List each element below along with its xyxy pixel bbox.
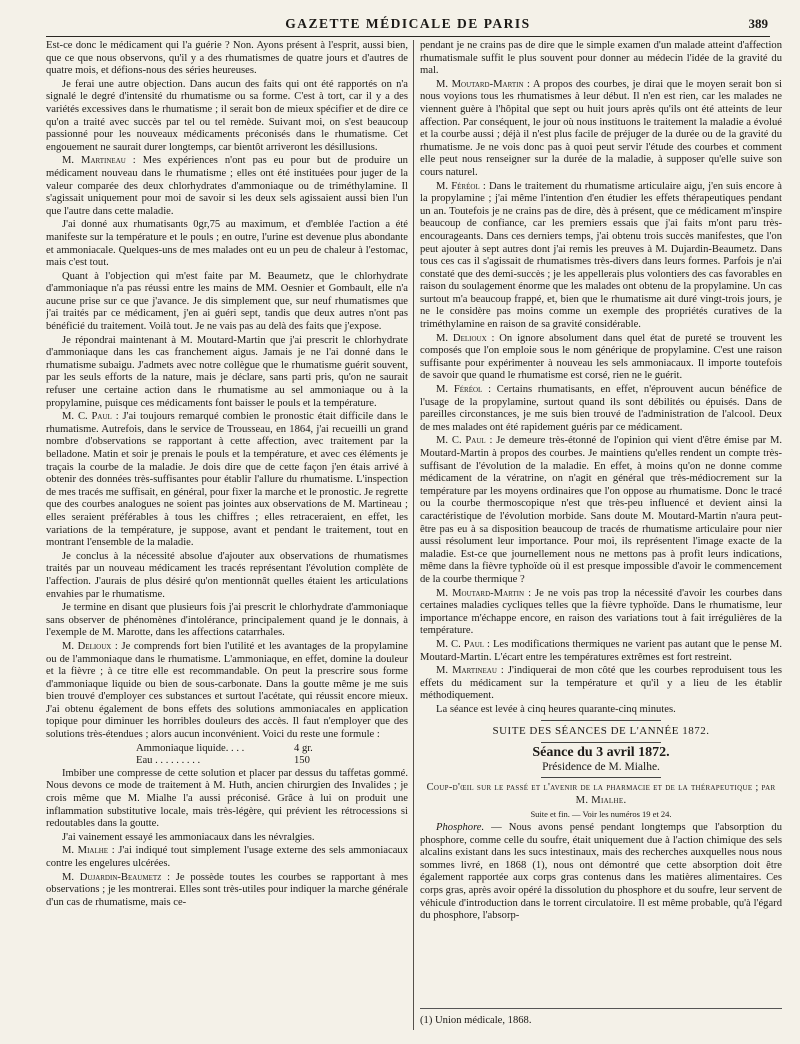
formula-line	[46, 743, 408, 756]
column-divider	[413, 40, 414, 1030]
paragraph: Est-ce donc le médicament qui l'a guérie ? Non. Ayons présent à l'esprit, aussi bien, que ce que nous observons, qu'il y a des rhumatismes de quatre jours et d'autres de quatre mois, et défions-nous des séries heureuses.	[46, 40, 408, 77]
paragraph	[420, 181, 782, 332]
paragraph: Je conclus à la nécessité absolue d'ajouter aux observations de rhumatismes traités par un nouveau médicament les tracés représentant l'évolution complète de l'affection. J'aurais de plus désiré qu'on mentionnât quelles étaient les articulations envahies par le rhumatisme.	[46, 550, 408, 600]
paragraph	[46, 411, 408, 550]
paragraph-text: — Nous avons pensé pendant longtemps que l'absorption du phosphore, comme celle du soufre, était uniquement due à l'action chimique des sels alcalins existant dans les sucs intestinaux, mais des recherches auxquelles nous nous sommes livré, en 1868 (1), nous ont démontré que cette absorption doit être également rapportée aux corps gras contenus dans les matières alimentaires. Ces corps gras, après avoir opéré la dissolution du phosphore et du soufre, leur servent de véhicule d'introduction dans le torrent circulatoire. Il est même probable, qu'à l'égard du phosphore, l'absorp-	[420, 822, 782, 922]
paragraph	[420, 384, 782, 434]
speaker-name: M. C. Paul	[62, 411, 112, 423]
paragraph: J'ai donné aux rhumatisants 0gr,75 au maximum, et d'emblée l'action a été manifeste sur la température et le pouls ; en outre, l'urine est devenue plus abondante et ammoniacale. Quelques-uns de mes malades ont eu un peu de chaleur à l'estomac, mais c'est tout.	[46, 219, 408, 269]
paragraph: Je répondrai maintenant à M. Moutard-Martin que j'ai prescrit le chlorhydrate d'ammoniaque dans les cas franchement aigus. Jamais je ne l'ai donné dans le rhumatisme subaigu. J'admets avec notre collègue que le rhumatisme guérit souvent, par les seuls efforts de la nature, mais je déclare, sans parti pris, qu'on ne saurait refuser une certaine action dans le rhumatisme au sel ammoniaque ou à la propylamine, puisque ces médicaments font baisser le pouls et la température.	[46, 334, 408, 409]
paragraph: J'ai vainement essayé les ammoniacaux dans les névralgies.	[62, 831, 315, 843]
paragraph	[420, 435, 782, 586]
speaker-name: M. C. Paul	[436, 638, 485, 650]
formula-quantity: 4 gr.	[294, 742, 313, 754]
paragraph: Quant à l'objection qui m'est faite par M. Beaumetz, que le chlorhydrate d'ammoniaque n'a pas réussi entre les mains de MM. Oesnier et Gombault, elle n'a aucune prise sur ce que j'avance. Je dis simplement que, sur neuf rhumatismes que j'ai traités par ce médicament, j'en ai guéri sept, tandis que deux autres n'ont pas bénéficié du traitement. Voilà tout. Je ne vais pas au delà des faits que j'expose.	[46, 270, 408, 333]
left-column	[46, 40, 408, 1036]
paragraph	[46, 872, 408, 910]
speech-text: : Mes expériences n'ont pas eu pour but de produire un médicament nouveau dans le rhumatisme ; elles ont été instituées pour juger de la valeur comparée des deux chlorhydrates d'ammoniaque ou de triméthylamine. Il s'agissait uniquement pour moi de savoir si les deux sels agissaient aussi bien l'un que l'autre dans cette maladie.	[46, 155, 408, 217]
paragraph: La séance est levée à cinq heures quarante-cinq minutes.	[436, 703, 676, 715]
formula-line	[46, 755, 408, 768]
paragraph	[46, 845, 408, 870]
speech-text: : Certains rhumatisants, en effet, n'éprouvent aucun bénéfice de l'usage de la propylamine, surtout quand ils sont débilités ou épuisés. Dans de pareilles circonstances, je me suis bien trouvé de l'administration de l'alcool. Deux de mes malades ont été rapidement guéris par ce médicament.	[420, 384, 782, 433]
article-continuation-note: Suite et fin. — Voir les numéros 19 et 24.	[530, 809, 672, 820]
speaker-name: M. Delioux	[436, 332, 487, 344]
separator-rule	[541, 777, 661, 778]
speaker-name: M. Féréol	[436, 384, 483, 396]
speaker-name: M. C. Paul	[436, 435, 486, 447]
formula-ingredient: Eau . . . . . . . . .	[136, 755, 201, 767]
footnote: (1) Union médicale, 1868.	[420, 1008, 782, 1026]
speech-text: : A propos des courbes, je dirai que le moyen serait bon si nous voyions tous les rhumatismes à leur début. Il n'en est rien, car les malades ne viennent guère à l'hôpital que sept ou huit jours après qu'ils ont été atteints de leur affection. Par conséquent, le jour où nous instituons le traitement la maladie a évolué et la courbe aussi ; déjà il n'est plus facile de préjuger de la durée ou de la gravité du rhumatisme. Je ne vois donc pas à quoi peut servir l'étude des courbes et comment elle peut nous renseigner sur la durée de la maladie, à supposer qu'elle suive son cours naturel.	[420, 78, 782, 178]
paragraph-label: Phosphore.	[436, 822, 485, 834]
right-column	[420, 40, 782, 1036]
speaker-name: M. Delioux	[62, 640, 112, 652]
page-header	[46, 14, 770, 37]
paragraph	[420, 79, 782, 180]
formula-ingredient: Ammoniaque liquide. . . .	[136, 742, 245, 754]
paragraph	[420, 665, 782, 703]
section-heading: SUITE DES SÉANCES DE L'ANNÉE 1872.	[492, 725, 710, 738]
paragraph	[420, 333, 782, 383]
speech-text: : J'indiquerai de mon côté que les courbes reproduisent tous les effets du médicament sur la température et qu'il y a lieu de les établir méthodiquement.	[420, 665, 782, 702]
article-title: Coup-d'œil sur le passé et l'avenir de la pharmacie et de la thérapeutique ; par M. Mialhe.	[426, 782, 776, 806]
speaker-name: M. Moutard-Martin	[436, 587, 525, 599]
speaker-name: M. Mialhe	[62, 845, 109, 857]
speech-text: : J'ai indiqué tout simplement l'usage externe des sels ammoniacaux contre les engelures ulcérées.	[46, 845, 408, 869]
separator-rule	[541, 742, 661, 743]
paragraph: Imbiber une compresse de cette solution et placer par dessus du taffetas gommé. Nous devons ce mode de traitement à M. Huth, ancien chirurgien des Invalides ; je crois même que M. Mialhe l'a aussi préconisé. Grâce à lui on produit une inflammation substitutive locale, mais très-légère, qui prévient les rétrocessions si redoutables dans la goutte.	[46, 767, 408, 830]
session-title: Séance du 3 avril 1872.	[532, 745, 670, 761]
paragraph	[420, 588, 782, 638]
speaker-name: M. Féréol	[436, 180, 480, 192]
page-number: 389	[748, 16, 768, 31]
speech-text: : J'ai toujours remarqué combien le pronostic était difficile dans le rhumatisme. Autrefois, dans le service de Trousseau, en 1864, j'ai recueilli un grand nombre d'observations se rapportant à cette affection, avec traitement par la belladone. Matin et soir je prenais le pouls et la température, et avec ces éléments je traçais la courbe de la maladie. Je dois dire que de cette façon j'en étais arrivé à obtenir des données très-suffisantes pour établir l'allure du rhumatisme. L'inspection de mes tracés me suffisait, en général, pour fixer la marche et le pronostic. Je regrette que des courbes analogues ne soient pas jointes aux observations de M. Martineau ; elles seraient préférables à tous les chiffres ; elles retraceraient, en effet, les variations de la température, je suppose, avant et pendant le traitement, tout en montrant l'ensemble de la maladie.	[46, 411, 408, 549]
separator-rule	[541, 720, 661, 721]
speech-text: : Je demeure très-étonné de l'opinion qui vient d'être émise par M. Moutard-Martin à propos des courbes. Je maintiens qu'elles rendent un compte très-suffisant de l'évolution de la maladie. En effet, à moins qu'on ne donne comme médicament de la vératrine, on n'agit en général que très-médiocrement sur la température par les moyens ordinaires que l'on oppose au rhumatisme. Donc le tracé ou la courbe thermoscopique n'est que très-peu influencé et devient ainsi la caractéristique de l'évolution morbide. Sans doute M. Moutard-Martin n'aura peut-être pas eu à sa disposition beaucoup de tracés de rhumatisme articulaire pour nier aussi résolument leur importance. Pour moi, ils représentent l'image exacte de la maladie. Est-ce que journellement nous ne mettons pas à profit leurs indications, même dans la fièvre typhoïde où il est presque impossible d'avoir le commencement de la courbe thermique ?	[420, 435, 782, 585]
presidency-line: Présidence de M. Mialhe.	[542, 760, 660, 773]
paragraph: Je termine en disant que plusieurs fois j'ai prescrit le chlorhydrate d'ammoniaque sans observer de phénomènes d'intolérance, principalement quand je le donnais, à l'exemple de M. Marotte, dans les affections catarrhales.	[46, 602, 408, 639]
journal-title: GAZETTE MÉDICALE DE PARIS	[285, 16, 531, 31]
speech-text: : Je ne vois pas trop la nécessité d'avoir les courbes dans certaines maladies cycliques telles que la fièvre typhoïde. Dans le rhumatisme, leur importance m'échappe encore, en raison des variations tout à fait irrégulières de la température.	[420, 587, 782, 637]
paragraph	[46, 155, 408, 218]
speech-text: : Je possède toutes les courbes se rapportant à mes observations ; je les montrerai. Elles sont très-utiles pour indiquer la marche générale d'un cas de rhumatisme, mais ce-	[46, 871, 408, 908]
speaker-name: M. Dujardin-Beaumetz	[62, 871, 162, 883]
paragraph	[420, 639, 782, 664]
speech-text: : On ignore absolument dans quel état de pureté se trouvent les composés que l'on emploie sous le nom générique de propylamine. C'est une raison suffisante pour expérimenter à nouveau les sels ammoniacaux. Il importe toutefois de savoir que quand le rhumatisme est corsé, rien ne le guérit.	[420, 332, 782, 382]
speaker-name: M. Martineau	[436, 665, 497, 677]
paragraph	[420, 822, 782, 923]
paragraph	[46, 641, 408, 742]
speech-text: : Les modifications thermiques ne varient pas autant que le pense M. Moutard-Martin. L'écart entre les températures extrêmes est fort restreint.	[420, 638, 782, 663]
speaker-name: M. Moutard-Martin	[436, 78, 524, 90]
paragraph: pendant je ne crains pas de dire que le simple examen d'un malade atteint d'affection rhumatismale suffit le plus souvent pour donner au médecin l'idée de la gravité du mal.	[420, 40, 782, 77]
speech-text: : Je comprends fort bien l'utilité et les avantages de la propylamine ou de l'ammoniaque dans le rhumatisme. L'ammoniaque, en effet, domine la douleur et la fièvre ; à ce titre elle est recommandable. On peut la prescrire sous forme d'ammoniaque liquide ou bien de sous-carbonate. Dans la goutte même je me suis bien trouvé d'employer ces substances et surtout l'acétate, qui réussit encore mieux. J'ai obtenu également de bons effets des solutions ammoniacales en application topique pour diminuer les horribles douleurs des accès. Il faut n'employer que des solutions très-étendues ; alors aucun inconvénient. Voici du reste une formule :	[46, 640, 408, 741]
formula-quantity: 150	[294, 755, 310, 767]
speech-text: : Dans le traitement du rhumatisme articulaire aigu, j'en suis encore à la propylamine ; j'ai même l'intention d'en étudier les effets thérapeutiques pendant un an. Toutefois je ne crains pas de dire, dès à présent, que ce médicament m'inspire beaucoup de confiance, car les premiers essais que j'ai faits m'ont paru très-encourageants. Dans ces derniers temps, j'ai obtenu trois succès manifestes, que l'on peut ajouter à sept autres dont j'ai remis les preuves à M. Dujardin-Beaumetz. Dans tous ces cas il s'agissait de rhumatismes très-divers dans leurs formes. Parfois je n'ai constaté que des demi-succès ; je les appellerais plus volontiers des cas favorables en raison du soulagement énorme que les malades ont obtenu de la propylamine. Un cas surtout m'a beaucoup frappé, et, bien que le rhumatisme ait duré vingt-trois jours, je ne le considère pas moins comme un exemple des propriétés curatives de la triméthylamine en raison de sa gravité considérable.	[420, 180, 782, 331]
paragraph: Je ferai une autre objection. Dans aucun des faits qui ont été rapportés on n'a signalé le degré d'intensité du rhumatisme ou sa forme. C'est à tort, car il y a des variétés excessives dans le rhumatisme ; il serait bon de mieux spécifier et de dire ce qu'on a traité avec succès par tel ou tel remède. Suivant moi, on s'est beaucoup passionné pour les nouveaux médicaments préconisés dans le rhumatisme. Cet engouement ne saurait durer longtemps, car bientôt arriveront les désillusions.	[46, 78, 408, 153]
speaker-name: M. Martineau	[62, 155, 126, 167]
